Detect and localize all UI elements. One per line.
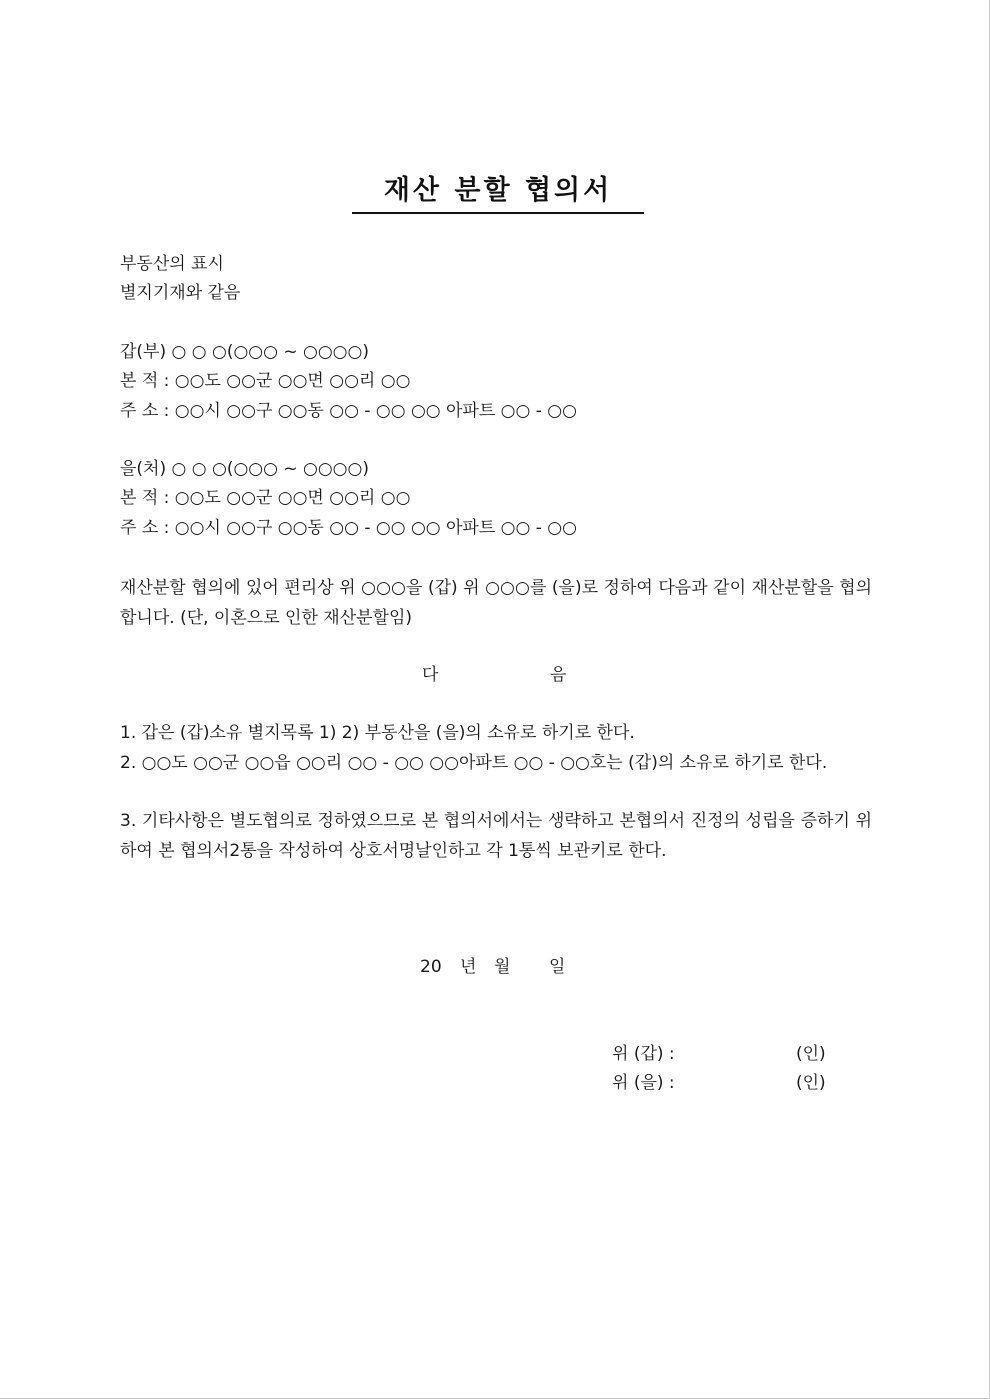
agreement-item-2: 2. ○○도 ○○군 ○○읍 ○○리 ○○ - ○○ ○○아파트 ○○ - ○○호는 (갑)의 소유로 하기로 한다.: [120, 753, 828, 773]
property-detail: 별지기재와 같음: [120, 283, 241, 303]
party-a-name: 갑(부) ○ ○ ○(○○○ ~ ○○○○): [120, 342, 369, 362]
intro-paragraph: 재산분할 협의에 있어 편리상 위 ○○○을 (갑) 위 ○○○를 (을)로 정하여 다음과 같이 재산분할을 협의합니다. (단, 이혼으로 인한 재산분할임): [120, 578, 872, 628]
party-a-domicile: 본 적 : ○○도 ○○군 ○○면 ○○리 ○○: [120, 371, 411, 391]
party-b-domicile: 본 적 : ○○도 ○○군 ○○면 ○○리 ○○: [120, 488, 411, 508]
date-day-label: 일: [549, 957, 566, 977]
party-a-address: 주 소 : ○○시 ○○구 ○○동 ○○ - ○○ ○○ 아파트 ○○ - ○○: [120, 401, 577, 421]
party-b-address: 주 소 : ○○시 ○○구 ○○동 ○○ - ○○ ○○ 아파트 ○○ - ○○: [120, 518, 577, 538]
section-heading-right: 음: [550, 665, 567, 685]
agreement-item-3: 3. 기타사항은 별도협의로 정하였으므로 본 협의서에서는 생략하고 본협의서 진정의 성립을 증하기 위하여 본 협의서2통을 작성하여 상호서명날인하고 각 1통씩 보관키로 한다.: [120, 811, 872, 861]
date-year-label: 년: [460, 957, 477, 977]
date-year: 20: [420, 957, 442, 977]
signature-b-label: 위 (을) :: [612, 1073, 675, 1093]
section-heading-left: 다: [422, 665, 439, 685]
signature-a-seal: (인): [796, 1044, 826, 1064]
title-underline: [352, 212, 644, 214]
signature-a-label: 위 (갑) :: [612, 1044, 675, 1064]
property-heading: 부동산의 표시: [120, 254, 224, 274]
agreement-item-1: 1. 갑은 (갑)소유 별지목록 1) 2) 부동산을 (을)의 소유로 하기로 한다.: [120, 723, 635, 743]
date-month-label: 월: [494, 957, 511, 977]
party-b-name: 을(처) ○ ○ ○(○○○ ~ ○○○○): [120, 459, 369, 479]
document-title: 재산 분할 협의서: [383, 175, 613, 206]
signature-b-seal: (인): [796, 1073, 826, 1093]
